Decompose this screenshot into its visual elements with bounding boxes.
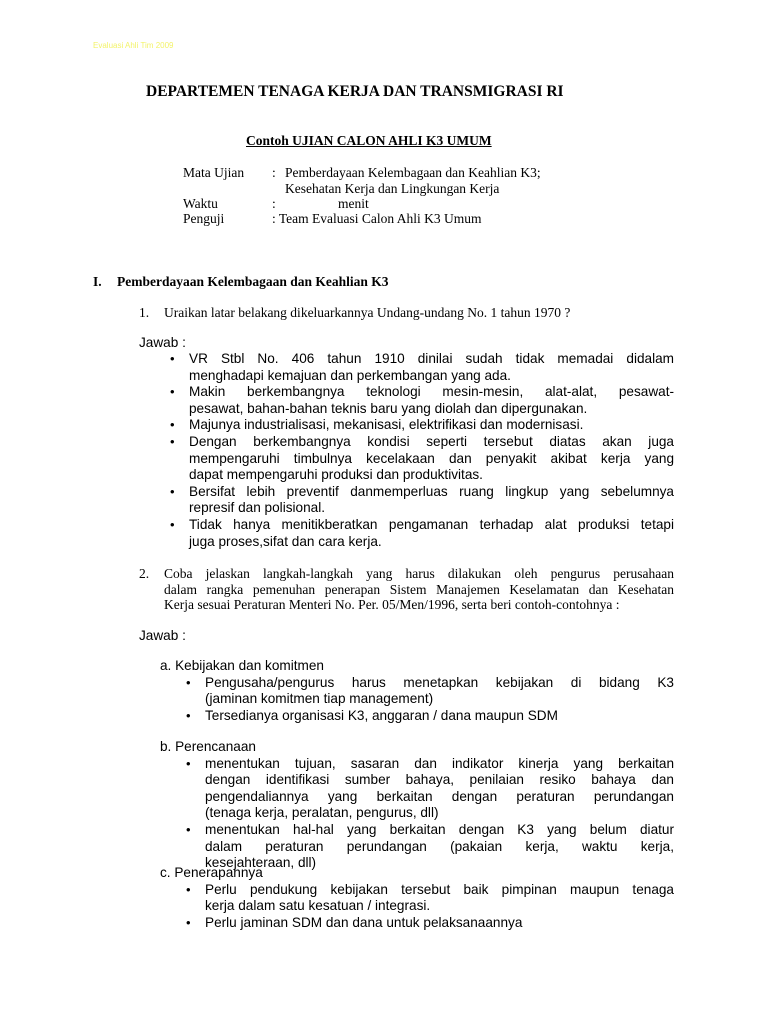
bullet-icon: •	[170, 517, 175, 532]
q1-jawab: Jawab :	[139, 335, 186, 350]
bullet-icon: •	[170, 417, 175, 433]
bullet-icon: •	[186, 881, 191, 897]
waktu-value: menit	[338, 196, 369, 211]
bullet-text: Tersedianya organisasi K3, anggaran / dana maupun SDM	[205, 707, 558, 723]
penguji-label: Penguji	[183, 211, 225, 226]
bullet-text: (tenaga kerja, peralatan, pengurus, dll)	[205, 805, 439, 821]
bullet-text: menentukan tujuan, sasaran dan indikator kinerja yang berkaitan	[205, 755, 674, 771]
bullet-icon: •	[186, 914, 191, 930]
bullet-text: Majunya industrialisasi, mekanisasi, elektrifikasi dan modernisasi.	[189, 417, 584, 433]
part-label: a. Kebijakan dan komitmen	[160, 658, 324, 673]
bullet-icon: •	[170, 434, 175, 449]
bullet-text: kesejahteraan, dll)	[205, 855, 317, 871]
bullet-icon: •	[186, 674, 191, 690]
part-label: c. Penerapannya	[160, 865, 263, 880]
mata-value: Pemberdayaan Kelembagaan dan Keahlian K3;	[285, 165, 541, 180]
q2-number: 2.	[139, 566, 150, 581]
mata-value-2: Kesehatan Kerja dan Lingkungan Kerja	[285, 181, 500, 196]
bullet-text: menentukan hal-hal yang berkaitan dengan K3 yang belum diatur	[205, 822, 674, 837]
bullet-text: Tidak hanya menitikberatkan pengamanan terhadap alat produksi tetapi	[189, 517, 674, 532]
bullet-text: Makin berkembangnya teknologi mesin-mesin, alat-alat, pesawat-	[189, 384, 674, 400]
bullet-text: Perlu pendukung kebijakan tersebut baik pimpinan maupun tenaga	[205, 881, 674, 897]
part-label: b. Perencanaan	[160, 739, 256, 754]
bullet-text: Perlu jaminan SDM dan dana untuk pelaksanaannya	[205, 914, 523, 930]
section-title: Pemberdayaan Kelembagaan dan Keahlian K3	[117, 274, 389, 289]
bullet-text: represif dan polisional.	[189, 500, 326, 516]
q2-jawab: Jawab :	[139, 628, 186, 643]
bullet-icon: •	[186, 822, 191, 837]
bullet-text: dapat mempengaruhi produksi dan produktivitas.	[189, 467, 483, 483]
bullet-text: Pengusaha/pengurus harus menetapkan kebijakan di bidang K3	[205, 674, 674, 690]
bullet-icon: •	[170, 483, 175, 499]
q2-text-line: dalam rangka pemenuhan penerapan Sistem Manajemen Keselamatan dan Kesehatan	[164, 581, 674, 597]
bullet-text: mempengaruhi timbulnya kecelakaan dan penyakit akibat kerja yang	[189, 450, 674, 466]
bullet-icon: •	[170, 351, 175, 366]
page-title: DEPARTEMEN TENAGA KERJA DAN TRANSMIGRASI RI	[146, 83, 564, 100]
bullet-text: dengan identifikasi sumber bahaya, penilaian resiko bahaya dan	[205, 772, 674, 788]
bullet-text: pengendaliannya yang berkaitan dengan peraturan perundangan	[205, 788, 674, 804]
bullet-text: juga proses,sifat dan cara kerja.	[189, 533, 382, 549]
bullet-text: dalam peraturan perundangan (pakaian kerja, waktu kerja,	[205, 838, 674, 854]
watermark: Evaluasi Ahli Tim 2009	[93, 41, 174, 50]
bullet-text: Bersifat lebih preventif danmemperluas ruang lingkup yang sebelumnya	[189, 483, 674, 499]
q1-number: 1.	[139, 305, 150, 320]
waktu-label: Waktu	[183, 196, 218, 211]
q1-text: Uraikan latar belakang dikeluarkannya Undang-undang No. 1 tahun 1970 ?	[164, 305, 571, 320]
bullet-text: Dengan berkembangnya kondisi seperti tersebut diatas akan juga	[189, 434, 674, 449]
exam-subtitle: Contoh UJIAN CALON AHLI K3 UMUM	[246, 133, 492, 148]
bullet-text: pesawat, bahan-bahan teknis baru yang diolah dan dipergunakan.	[189, 400, 588, 416]
bullet-icon: •	[186, 755, 191, 771]
mata-label: Mata Ujian	[183, 165, 245, 180]
penguji-value: : Team Evaluasi Calon Ahli K3 Umum	[272, 211, 482, 226]
bullet-icon: •	[186, 707, 191, 723]
q2-text-line: Coba jelaskan langkah-langkah yang harus dilakukan oleh pengurus perusahaan	[164, 566, 674, 581]
colon: :	[272, 196, 276, 211]
bullet-text: menghadapi kemajuan dan perkembangan yang ada.	[189, 367, 511, 383]
bullet-text: kerja dalam satu kesatuan / integrasi.	[205, 898, 431, 914]
bullet-text: VR Stbl No. 406 tahun 1910 dinilai sudah tidak memadai didalam	[189, 351, 674, 366]
colon: :	[272, 165, 276, 180]
q2-text-line: Kerja sesuai Peraturan Menteri No. Per. 05/Men/1996, serta beri contoh-contohnya :	[164, 597, 620, 612]
bullet-icon: •	[170, 384, 175, 400]
section-number: I.	[93, 274, 102, 289]
bullet-text: (jaminan komitmen tiap management)	[205, 691, 434, 707]
